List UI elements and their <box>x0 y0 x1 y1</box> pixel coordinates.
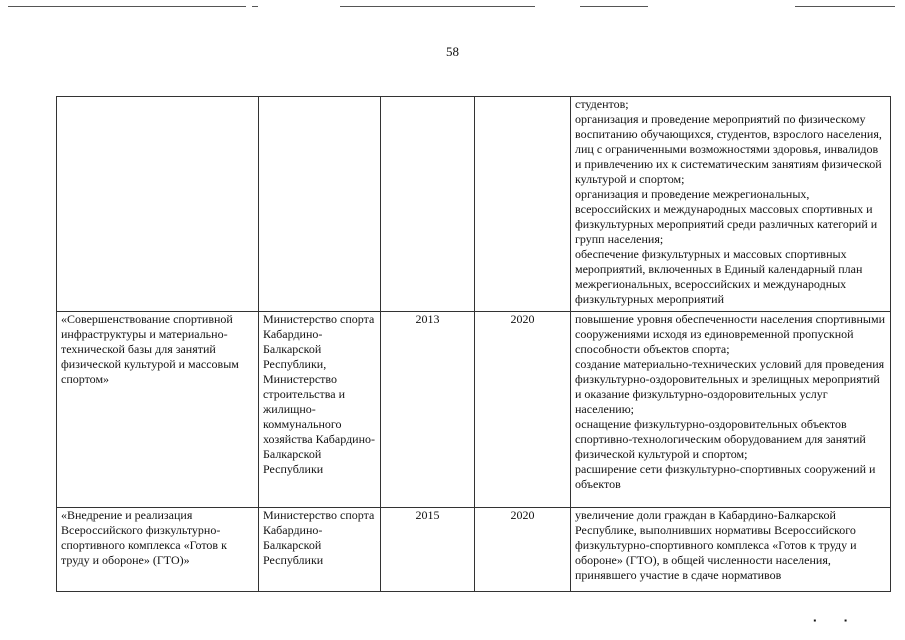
scan-top-rule-3 <box>340 6 535 7</box>
result-item: расширение сети физкультурно-спортивных сооружений и объектов <box>575 462 876 491</box>
result-item: организация и проведение межрегиональных, всероссийских и международных массовых спортивных и физкультурных мероприятий среди различных категорий и групп населения; <box>575 187 878 246</box>
row-2-end-year: 2020 <box>475 312 571 508</box>
row-2-results <box>571 312 891 508</box>
row-2-responsible: Министерство спорта Кабардино-Балкарской Республики, Министерство строительства и жилищно-коммунального хозяйства Кабардино-Балкарской Республики <box>259 312 381 508</box>
result-item: студентов; <box>575 97 629 111</box>
scan-mark-icon: ▪ <box>844 616 875 625</box>
row-1-responsible <box>259 97 381 312</box>
table-row <box>57 508 891 592</box>
page-number: 58 <box>446 44 459 59</box>
row-1-results <box>571 97 891 312</box>
program-table <box>56 96 891 592</box>
row-2-name: «Совершенствование спортивной инфраструктуры и материально-технической базы для занятий физической культурой и массовым спортом» <box>57 312 259 508</box>
result-item: оснащение физкультурно-оздоровительных объектов спортивно-технологическим оборудованием для занятий физической культурой и спортом; <box>575 417 866 461</box>
row-3-start-year: 2015 <box>381 508 475 592</box>
row-3-results <box>571 508 891 592</box>
row-1-end-year <box>475 97 571 312</box>
scan-top-rule-5 <box>795 6 895 7</box>
result-item: создание материально-технических условий для проведения физкультурно-оздоровительных и зрелищных мероприятий и оказание физкультурно-оздоровительных услуг населению; <box>575 357 885 416</box>
scan-top-rule-2 <box>252 6 258 7</box>
table-row <box>57 312 891 508</box>
result-item: повышение уровня обеспеченности населения спортивными сооружениями исходя из единовременной пропускной способности объектов спорта; <box>575 312 885 356</box>
result-item: организация и проведение мероприятий по физическому воспитанию обучающихся, студентов, взрослого населения, лиц с ограниченными возможностями здоровья, инвалидов и привлечению их к систематическим занятиям физической культурой и спортом; <box>575 112 882 186</box>
scan-mark-icon: ▪ <box>813 616 845 625</box>
row-3-responsible: Министерство спорта Кабардино-Балкарской Республики <box>259 508 381 592</box>
row-3-end-year: 2020 <box>475 508 571 592</box>
scan-marks <box>813 616 875 625</box>
row-3-name: «Внедрение и реализация Всероссийского физкультурно-спортивного комплекса «Готов к труду и обороне» (ГТО)» <box>57 508 259 592</box>
table-row <box>57 97 891 312</box>
scan-top-rule-4 <box>580 6 648 7</box>
row-1-start-year <box>381 97 475 312</box>
row-2-start-year: 2013 <box>381 312 475 508</box>
result-item: обеспечение физкультурных и массовых спортивных мероприятий, включенных в Единый календарный план межрегиональных, всероссийских и международных физкультурных мероприятий <box>575 247 863 306</box>
row-1-name <box>57 97 259 312</box>
scan-top-rule-1 <box>8 6 246 7</box>
result-item: увеличение доли граждан в Кабардино-Балкарской Республике, выполнивших нормативы Всероссийского физкультурно-спортивного комплекса «Готов к труду и обороне» (ГТО), в общей численности населения, принявшего участие в сдаче нормативов <box>575 508 857 582</box>
